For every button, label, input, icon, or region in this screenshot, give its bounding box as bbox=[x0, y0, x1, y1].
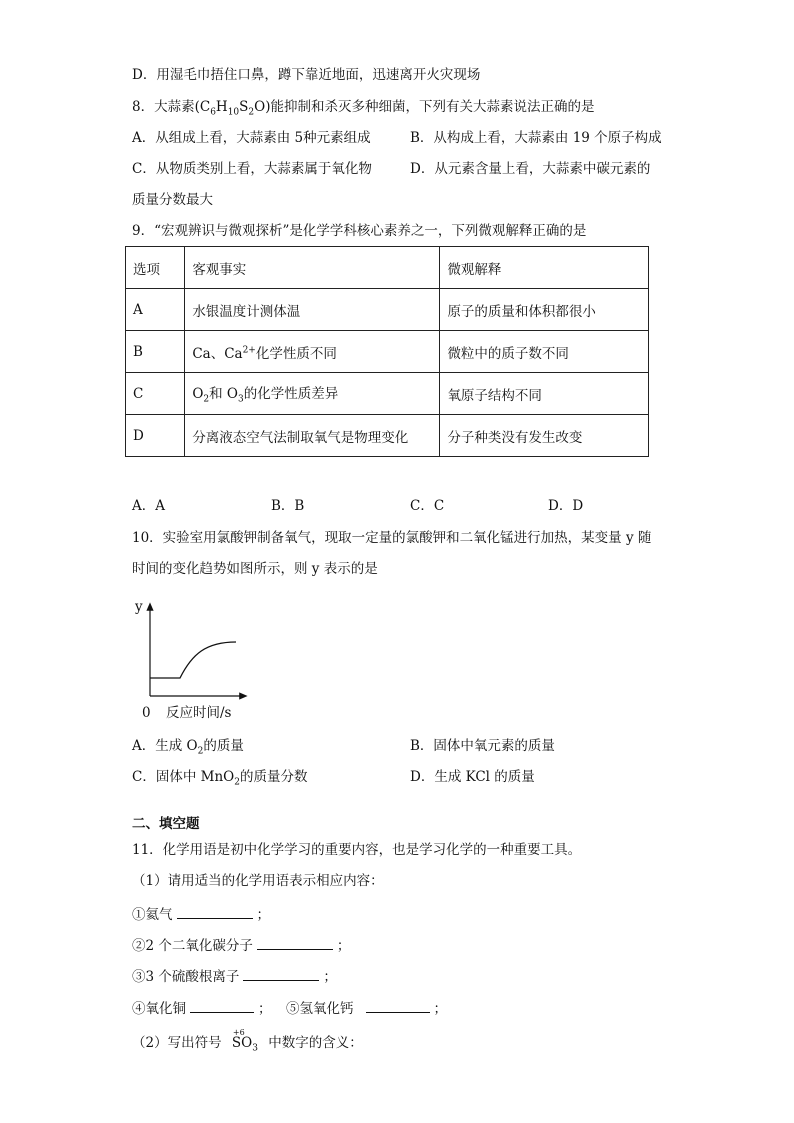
graph-origin-label: 0 bbox=[142, 705, 151, 721]
item-label: ④氧化铜 bbox=[132, 1001, 186, 1017]
q11-item4 bbox=[132, 998, 272, 1018]
table-cell: A bbox=[126, 289, 185, 331]
item-label: ⑤氢氧化钙 bbox=[286, 1001, 354, 1017]
q9-option-d: D．D bbox=[548, 498, 584, 514]
answer-blank[interactable] bbox=[243, 966, 319, 981]
q11-item5 bbox=[286, 998, 447, 1018]
answer-blank[interactable] bbox=[177, 904, 253, 919]
part2-prefix: （2）写出符号 bbox=[132, 1035, 222, 1051]
table-row bbox=[126, 289, 649, 331]
q9-option-c: C．C bbox=[410, 498, 445, 514]
table-header: 选项 bbox=[126, 247, 185, 289]
table-header: 微观解释 bbox=[440, 247, 649, 289]
q11-part1: （1）请用适当的化学用语表示相应内容： bbox=[132, 873, 384, 889]
q7-option-d: D．用湿毛巾捂住口鼻，蹲下靠近地面，迅速离开火灾现场 bbox=[132, 67, 481, 83]
table-cell: Ca、$Ca^{2+}$化学性质不同 bbox=[185, 331, 440, 373]
part2-suffix: 中数字的含义： bbox=[268, 1035, 363, 1051]
item-end: ； bbox=[256, 907, 270, 923]
q10-stem-line1: 10．实验室用氯酸钾制备氧气，现取一定量的氯酸钾和二氧化锰进行加热，某变量 y 随 bbox=[132, 530, 652, 546]
section-heading: 二、填空题 bbox=[132, 816, 200, 832]
q8-option-d: D．从元素含量上看，大蒜素中碳元素的 bbox=[410, 161, 651, 177]
table-cell: 原子的质量和体积都很小 bbox=[440, 289, 649, 331]
table-header: 客观事实 bbox=[185, 247, 440, 289]
charge-label: +6 bbox=[232, 1028, 245, 1037]
q11-item2 bbox=[132, 935, 350, 955]
table-cell: $O_2$和 $O_3$的化学性质差异 bbox=[185, 373, 440, 415]
q10-option-a: A．生成 $O_2$的质量 bbox=[132, 738, 244, 757]
table-cell: 氧原子结构不同 bbox=[440, 373, 649, 415]
table-cell: C bbox=[126, 373, 185, 415]
q8-option-d-cont: 质量分数最大 bbox=[132, 192, 213, 208]
q9-option-a: A．A bbox=[132, 498, 165, 514]
q8-option-c: C．从物质类别上看，大蒜素属于氧化物 bbox=[132, 161, 372, 177]
answer-blank[interactable] bbox=[257, 935, 333, 950]
trend-curve bbox=[150, 642, 236, 678]
q8-stem: 8．大蒜素$(C_6H_{10}S_2O)$能抑制和杀灭多种细菌，下列有关大蒜素说法正确的是 bbox=[132, 99, 595, 118]
q9-option-b: B．B bbox=[271, 498, 305, 514]
table-cell: 水银温度计测体温 bbox=[185, 289, 440, 331]
item-end: ； bbox=[323, 969, 337, 985]
q9-table bbox=[125, 246, 649, 457]
item-end: ； bbox=[433, 1001, 447, 1017]
q9-stem: 9．“宏观辨识与微观探析”是化学学科核心素养之一，下列微观解释正确的是 bbox=[132, 223, 587, 239]
q11-part2 bbox=[132, 1028, 363, 1058]
item-label: ③3 个硫酸根离子 bbox=[132, 969, 240, 985]
q8-option-b: B．从构成上看，大蒜素由 19 个原子构成 bbox=[410, 130, 662, 146]
answer-blank[interactable] bbox=[366, 998, 430, 1013]
item-label: ②2 个二氧化碳分子 bbox=[132, 938, 253, 954]
q11-stem: 11．化学用语是初中化学学习的重要内容，也是学习化学的一种重要工具。 bbox=[132, 842, 582, 858]
chemical-symbol bbox=[231, 1028, 258, 1058]
graph-x-label: 反应时间/s bbox=[166, 705, 232, 721]
q11-item1 bbox=[132, 904, 270, 924]
table-cell: 分子种类没有发生改变 bbox=[440, 415, 649, 457]
q10-option-d: D．生成 KCl 的质量 bbox=[410, 769, 535, 785]
table-cell: D bbox=[126, 415, 185, 457]
table-cell: 微粒中的质子数不同 bbox=[440, 331, 649, 373]
q8-option-a: A．从组成上看，大蒜素由 5种元素组成 bbox=[132, 130, 371, 146]
q10-option-b: B．固体中氧元素的质量 bbox=[410, 738, 555, 754]
table-row bbox=[126, 415, 649, 457]
graph-y-label: y bbox=[135, 599, 143, 615]
table-cell: B bbox=[126, 331, 185, 373]
formula-label: $SO_3$ bbox=[231, 1035, 258, 1054]
table-header-row bbox=[126, 247, 649, 289]
item-label: ①氦气 bbox=[132, 907, 173, 923]
table-row bbox=[126, 373, 649, 415]
table-row bbox=[126, 331, 649, 373]
table-cell: 分离液态空气法制取氧气是物理变化 bbox=[185, 415, 440, 457]
q10-stem-line2: 时间的变化趋势如图所示，则 y 表示的是 bbox=[132, 561, 378, 577]
q11-item3 bbox=[132, 966, 337, 986]
q10-option-c: C．固体中 MnO$_2$的质量分数 bbox=[132, 769, 308, 788]
answer-blank[interactable] bbox=[190, 998, 254, 1013]
item-end: ； bbox=[258, 1001, 272, 1017]
item-end: ； bbox=[336, 938, 351, 954]
